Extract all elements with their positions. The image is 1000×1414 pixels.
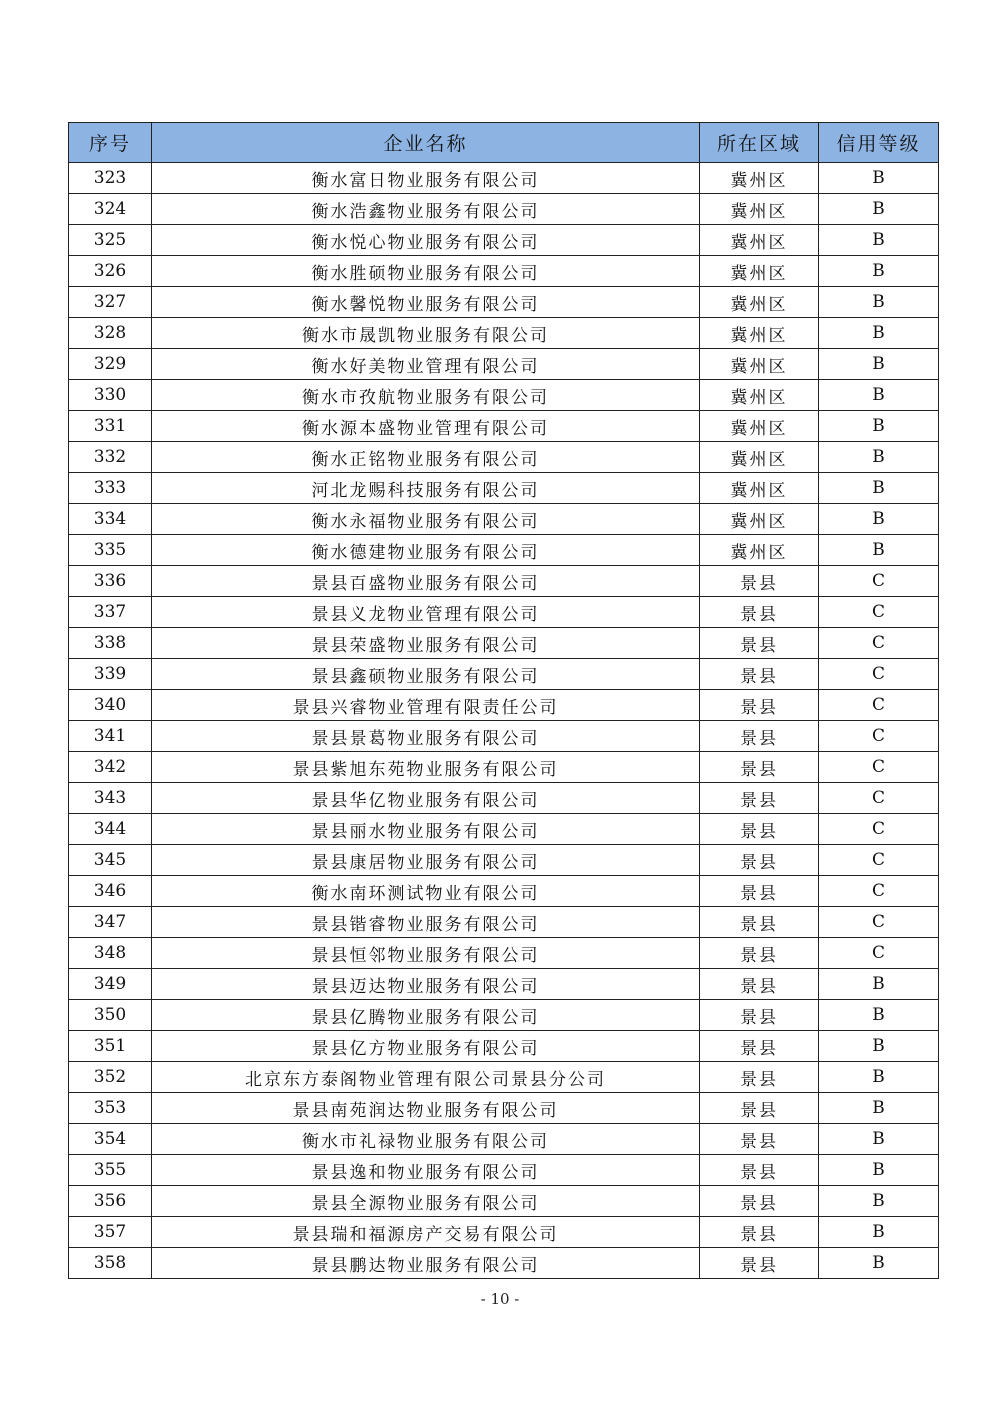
table-row <box>69 504 939 535</box>
table-row <box>69 194 939 225</box>
cell-enterprise-name: 衡水市礼禄物业服务有限公司 <box>152 1124 700 1155</box>
cell-credit-rating: B <box>819 1124 939 1155</box>
table-row <box>69 318 939 349</box>
cell-region: 景县 <box>700 1031 819 1062</box>
cell-region: 景县 <box>700 783 819 814</box>
cell-enterprise-name: 景县鑫硕物业服务有限公司 <box>152 659 700 690</box>
cell-region: 冀州区 <box>700 194 819 225</box>
cell-credit-rating: B <box>819 318 939 349</box>
cell-enterprise-name: 景县逸和物业服务有限公司 <box>152 1155 700 1186</box>
cell-serial-number: 334 <box>69 504 152 535</box>
table-row <box>69 876 939 907</box>
cell-enterprise-name: 景县恒邻物业服务有限公司 <box>152 938 700 969</box>
cell-region: 冀州区 <box>700 163 819 194</box>
header-serial-number: 序号 <box>69 123 152 163</box>
cell-region: 景县 <box>700 690 819 721</box>
cell-enterprise-name: 河北龙赐科技服务有限公司 <box>152 473 700 504</box>
cell-region: 景县 <box>700 1248 819 1279</box>
cell-credit-rating: C <box>819 659 939 690</box>
cell-region: 景县 <box>700 628 819 659</box>
cell-credit-rating: C <box>819 752 939 783</box>
cell-credit-rating: B <box>819 256 939 287</box>
cell-region: 冀州区 <box>700 473 819 504</box>
cell-region: 景县 <box>700 845 819 876</box>
cell-serial-number: 344 <box>69 814 152 845</box>
table-row <box>69 1217 939 1248</box>
cell-region: 景县 <box>700 752 819 783</box>
cell-enterprise-name: 景县百盛物业服务有限公司 <box>152 566 700 597</box>
cell-serial-number: 353 <box>69 1093 152 1124</box>
cell-credit-rating: B <box>819 194 939 225</box>
table-row <box>69 1155 939 1186</box>
cell-region: 冀州区 <box>700 380 819 411</box>
cell-serial-number: 346 <box>69 876 152 907</box>
table-row <box>69 690 939 721</box>
cell-enterprise-name: 衡水正铭物业服务有限公司 <box>152 442 700 473</box>
cell-credit-rating: B <box>819 1000 939 1031</box>
table-row <box>69 1186 939 1217</box>
table-row <box>69 1031 939 1062</box>
table-row <box>69 659 939 690</box>
table-row <box>69 163 939 194</box>
cell-region: 景县 <box>700 1093 819 1124</box>
cell-region: 景县 <box>700 1062 819 1093</box>
table-row <box>69 597 939 628</box>
cell-serial-number: 326 <box>69 256 152 287</box>
cell-region: 景县 <box>700 907 819 938</box>
cell-region: 冀州区 <box>700 535 819 566</box>
cell-enterprise-name: 衡水源本盛物业管理有限公司 <box>152 411 700 442</box>
cell-credit-rating: B <box>819 1031 939 1062</box>
cell-credit-rating: B <box>819 1186 939 1217</box>
cell-credit-rating: C <box>819 783 939 814</box>
cell-region: 景县 <box>700 597 819 628</box>
cell-region: 冀州区 <box>700 318 819 349</box>
cell-serial-number: 355 <box>69 1155 152 1186</box>
table-row <box>69 752 939 783</box>
table-row <box>69 225 939 256</box>
cell-region: 景县 <box>700 721 819 752</box>
cell-enterprise-name: 衡水富日物业服务有限公司 <box>152 163 700 194</box>
cell-serial-number: 350 <box>69 1000 152 1031</box>
cell-credit-rating: C <box>819 566 939 597</box>
cell-credit-rating: B <box>819 535 939 566</box>
header-region: 所在区域 <box>700 123 819 163</box>
cell-enterprise-name: 衡水南环测试物业有限公司 <box>152 876 700 907</box>
cell-enterprise-name: 衡水德建物业服务有限公司 <box>152 535 700 566</box>
table-row <box>69 628 939 659</box>
cell-enterprise-name: 衡水悦心物业服务有限公司 <box>152 225 700 256</box>
cell-credit-rating: B <box>819 1155 939 1186</box>
cell-serial-number: 347 <box>69 907 152 938</box>
table-row <box>69 411 939 442</box>
cell-serial-number: 358 <box>69 1248 152 1279</box>
table-row <box>69 256 939 287</box>
table-row <box>69 1124 939 1155</box>
cell-credit-rating: B <box>819 1093 939 1124</box>
cell-serial-number: 357 <box>69 1217 152 1248</box>
cell-region: 景县 <box>700 566 819 597</box>
cell-region: 景县 <box>700 1124 819 1155</box>
cell-serial-number: 333 <box>69 473 152 504</box>
cell-enterprise-name: 景县全源物业服务有限公司 <box>152 1186 700 1217</box>
cell-credit-rating: C <box>819 907 939 938</box>
cell-region: 景县 <box>700 814 819 845</box>
cell-region: 景县 <box>700 876 819 907</box>
cell-serial-number: 324 <box>69 194 152 225</box>
cell-serial-number: 329 <box>69 349 152 380</box>
cell-serial-number: 348 <box>69 938 152 969</box>
cell-serial-number: 349 <box>69 969 152 1000</box>
cell-enterprise-name: 衡水永福物业服务有限公司 <box>152 504 700 535</box>
cell-credit-rating: B <box>819 287 939 318</box>
cell-region: 冀州区 <box>700 225 819 256</box>
cell-serial-number: 343 <box>69 783 152 814</box>
table-row <box>69 814 939 845</box>
table-row <box>69 473 939 504</box>
cell-serial-number: 323 <box>69 163 152 194</box>
cell-serial-number: 335 <box>69 535 152 566</box>
table-row <box>69 380 939 411</box>
header-credit-rating: 信用等级 <box>819 123 939 163</box>
cell-serial-number: 351 <box>69 1031 152 1062</box>
cell-enterprise-name: 北京东方泰阁物业管理有限公司景县分公司 <box>152 1062 700 1093</box>
cell-enterprise-name: 景县荣盛物业服务有限公司 <box>152 628 700 659</box>
table-row <box>69 349 939 380</box>
cell-serial-number: 354 <box>69 1124 152 1155</box>
page-number: - 10 - <box>480 1290 520 1308</box>
cell-enterprise-name: 景县丽水物业服务有限公司 <box>152 814 700 845</box>
cell-credit-rating: B <box>819 504 939 535</box>
cell-enterprise-name: 衡水市晟凯物业服务有限公司 <box>152 318 700 349</box>
cell-credit-rating: C <box>819 938 939 969</box>
cell-enterprise-name: 景县康居物业服务有限公司 <box>152 845 700 876</box>
cell-credit-rating: C <box>819 814 939 845</box>
table-row <box>69 907 939 938</box>
cell-credit-rating: B <box>819 163 939 194</box>
cell-serial-number: 337 <box>69 597 152 628</box>
cell-region: 冀州区 <box>700 442 819 473</box>
cell-serial-number: 336 <box>69 566 152 597</box>
cell-serial-number: 330 <box>69 380 152 411</box>
cell-enterprise-name: 景县华亿物业服务有限公司 <box>152 783 700 814</box>
cell-serial-number: 340 <box>69 690 152 721</box>
cell-credit-rating: C <box>819 876 939 907</box>
cell-enterprise-name: 景县迈达物业服务有限公司 <box>152 969 700 1000</box>
cell-enterprise-name: 衡水好美物业管理有限公司 <box>152 349 700 380</box>
cell-region: 景县 <box>700 938 819 969</box>
cell-serial-number: 341 <box>69 721 152 752</box>
cell-credit-rating: B <box>819 1248 939 1279</box>
cell-credit-rating: B <box>819 442 939 473</box>
cell-enterprise-name: 景县紫旭东苑物业服务有限公司 <box>152 752 700 783</box>
cell-serial-number: 356 <box>69 1186 152 1217</box>
table-row <box>69 1000 939 1031</box>
cell-serial-number: 338 <box>69 628 152 659</box>
cell-region: 景县 <box>700 1217 819 1248</box>
cell-credit-rating: B <box>819 349 939 380</box>
cell-region: 景县 <box>700 659 819 690</box>
cell-credit-rating: B <box>819 1217 939 1248</box>
cell-enterprise-name: 衡水胜硕物业服务有限公司 <box>152 256 700 287</box>
cell-region: 冀州区 <box>700 256 819 287</box>
table-row <box>69 287 939 318</box>
cell-enterprise-name: 景县锴睿物业服务有限公司 <box>152 907 700 938</box>
cell-credit-rating: C <box>819 845 939 876</box>
cell-enterprise-name: 景县景葛物业服务有限公司 <box>152 721 700 752</box>
cell-enterprise-name: 景县瑞和福源房产交易有限公司 <box>152 1217 700 1248</box>
cell-credit-rating: B <box>819 473 939 504</box>
cell-serial-number: 345 <box>69 845 152 876</box>
cell-credit-rating: C <box>819 721 939 752</box>
cell-enterprise-name: 景县亿方物业服务有限公司 <box>152 1031 700 1062</box>
table-header-row <box>69 123 939 163</box>
cell-credit-rating: B <box>819 411 939 442</box>
table-row <box>69 566 939 597</box>
table-row <box>69 442 939 473</box>
header-enterprise-name: 企业名称 <box>152 123 700 163</box>
cell-region: 冀州区 <box>700 349 819 380</box>
cell-enterprise-name: 景县兴睿物业管理有限责任公司 <box>152 690 700 721</box>
table-row <box>69 1062 939 1093</box>
cell-enterprise-name: 景县鹏达物业服务有限公司 <box>152 1248 700 1279</box>
table-row <box>69 721 939 752</box>
cell-region: 景县 <box>700 1000 819 1031</box>
cell-credit-rating: C <box>819 597 939 628</box>
table-row <box>69 938 939 969</box>
cell-serial-number: 331 <box>69 411 152 442</box>
cell-serial-number: 325 <box>69 225 152 256</box>
cell-region: 景县 <box>700 1186 819 1217</box>
cell-credit-rating: B <box>819 225 939 256</box>
cell-credit-rating: C <box>819 628 939 659</box>
cell-serial-number: 339 <box>69 659 152 690</box>
cell-credit-rating: C <box>819 690 939 721</box>
cell-serial-number: 328 <box>69 318 152 349</box>
table-row <box>69 1248 939 1279</box>
cell-region: 景县 <box>700 969 819 1000</box>
table-row <box>69 1093 939 1124</box>
cell-region: 冀州区 <box>700 504 819 535</box>
cell-enterprise-name: 景县亿腾物业服务有限公司 <box>152 1000 700 1031</box>
cell-serial-number: 332 <box>69 442 152 473</box>
cell-serial-number: 327 <box>69 287 152 318</box>
enterprise-credit-table <box>68 122 939 1279</box>
table-body <box>69 163 939 1279</box>
cell-enterprise-name: 衡水馨悦物业服务有限公司 <box>152 287 700 318</box>
cell-enterprise-name: 衡水市孜航物业服务有限公司 <box>152 380 700 411</box>
cell-serial-number: 352 <box>69 1062 152 1093</box>
cell-credit-rating: B <box>819 969 939 1000</box>
cell-region: 冀州区 <box>700 287 819 318</box>
table-row <box>69 783 939 814</box>
cell-enterprise-name: 景县南苑润达物业服务有限公司 <box>152 1093 700 1124</box>
cell-credit-rating: B <box>819 1062 939 1093</box>
table-row <box>69 845 939 876</box>
cell-enterprise-name: 景县义龙物业管理有限公司 <box>152 597 700 628</box>
table-row <box>69 969 939 1000</box>
cell-enterprise-name: 衡水浩鑫物业服务有限公司 <box>152 194 700 225</box>
cell-region: 冀州区 <box>700 411 819 442</box>
cell-region: 景县 <box>700 1155 819 1186</box>
cell-serial-number: 342 <box>69 752 152 783</box>
cell-credit-rating: B <box>819 380 939 411</box>
table-row <box>69 535 939 566</box>
